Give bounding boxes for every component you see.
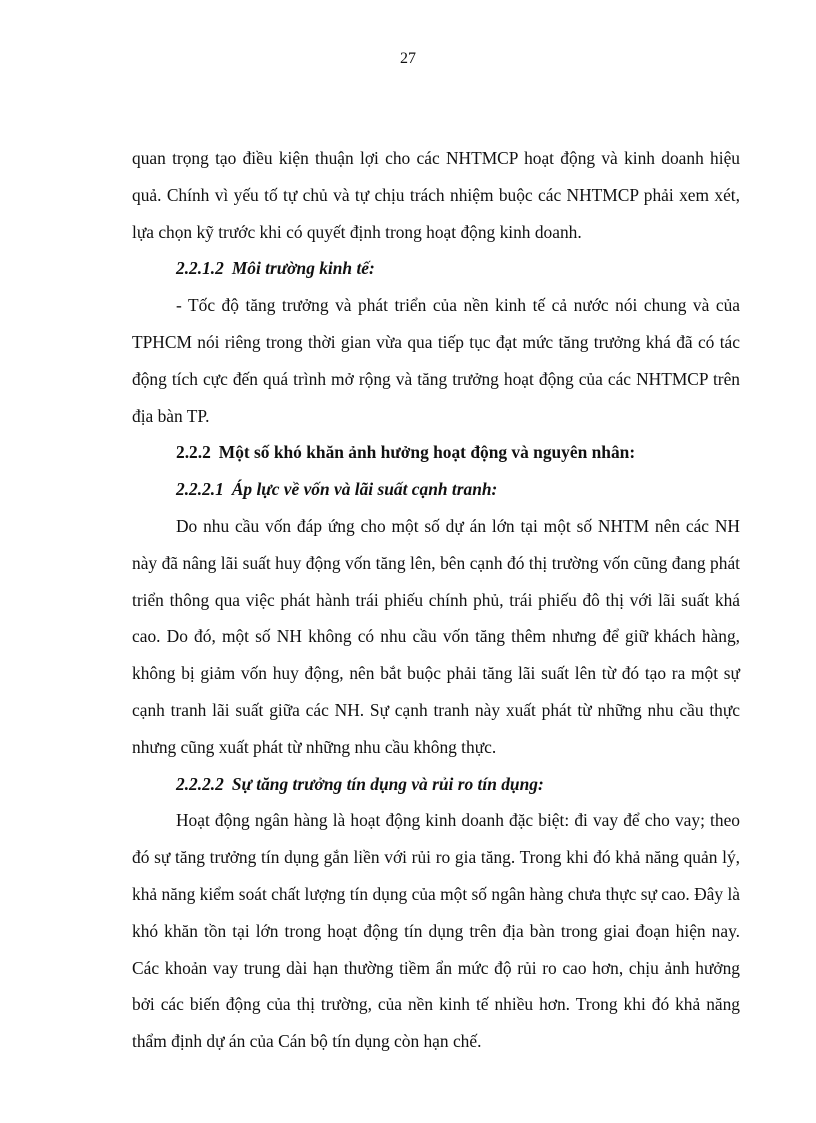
heading-number: 2.2.2.1 [176, 479, 224, 500]
heading-2-2-1-2 [132, 250, 740, 287]
heading-title: Sự tăng trưởng tín dụng và rủi ro tín dụng: [231, 773, 544, 794]
heading-number: 2.2.1.2 [176, 258, 224, 279]
heading-2-2-2-1 [132, 471, 740, 508]
paragraph-intro: quan trọng tạo điều kiện thuận lợi cho các NHTMCP hoạt động và kinh doanh hiệu quả. Chính vì yếu tố tự chủ và tự chịu trách nhiệm buộc các NHTMCP phải xem xét, lựa chọn kỹ trước khi có quyết định trong hoạt động kinh doanh. [132, 148, 740, 242]
paragraph-capital: Do nhu cầu vốn đáp ứng cho một số dự án lớn tại một số NHTM nên các NH này đã nâng lãi suất huy động vốn tăng lên, bên cạnh đó thị trường vốn cũng đang phát triển thông qua việc phát hành trái phiếu chính phủ, trái phiếu đô thị với lãi suất khá cao. Do đó, một số NH không có nhu cầu vốn tăng thêm nhưng để giữ khách hàng, không bị giảm vốn huy động, nên bắt buộc phải tăng lãi suất lên từ đó tạo ra một sự cạnh tranh lãi suất giữa các NH. Sự cạnh tranh này xuất phát từ những nhu cầu thực nhưng cũng xuất phát từ những nhu cầu không thực. [132, 515, 740, 757]
page-number: 27 [400, 50, 416, 67]
heading-2-2-2-2 [132, 766, 740, 803]
heading-2-2-2 [132, 434, 740, 471]
heading-number: 2.2.2.2 [176, 773, 224, 794]
heading-title: Môi trường kinh tế: [231, 258, 375, 279]
heading-title: Một số khó khăn ảnh hưởng hoạt động và nguyên nhân: [218, 442, 636, 463]
paragraph-credit: Hoạt động ngân hàng là hoạt động kinh doanh đặc biệt: đi vay để cho vay; theo đó sự tăng trưởng tín dụng gắn liền với rủi ro gia tăng. Trong khi đó khả năng quản lý, khả năng kiểm soát chất lượng tín dụng của một số ngân hàng chưa thực sự cao. Đây là khó khăn tồn tại lớn trong hoạt động tín dụng trên địa bàn trong giai đoạn hiện nay. Các khoản vay trung dài hạn thường tiềm ẩn mức độ rủi ro cao hơn, chịu ảnh hưởng bởi các biến động của thị trường, của nền kinh tế nhiều hơn. Trong khi đó khả năng thẩm định dự án của Cán bộ tín dụng còn hạn chế. [132, 810, 740, 1052]
heading-title: Áp lực về vốn và lãi suất cạnh tranh: [231, 479, 498, 500]
heading-number: 2.2.2 [176, 442, 211, 463]
document-body [132, 140, 740, 1060]
paragraph-economy: - Tốc độ tăng trưởng và phát triển của nền kinh tế cả nước nói chung và của TPHCM nói riêng trong thời gian vừa qua tiếp tục đạt mức tăng trưởng khá đã có tác động tích cực đến quá trình mở rộng và tăng trưởng hoạt động của các NHTMCP trên địa bàn TP. [132, 295, 740, 426]
